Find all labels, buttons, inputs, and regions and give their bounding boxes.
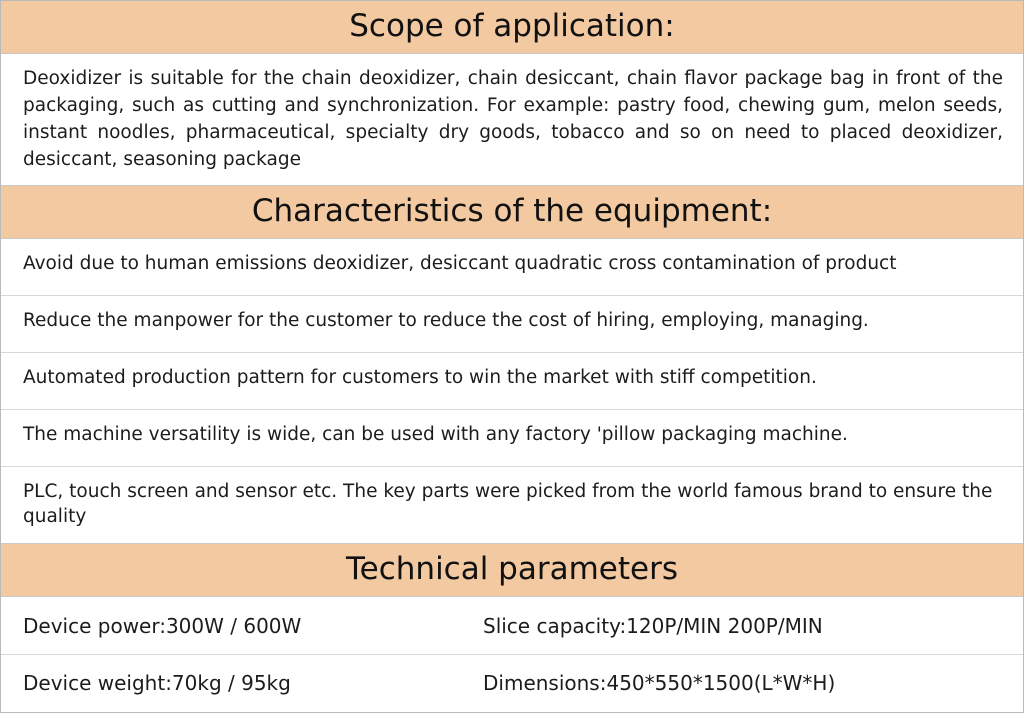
table-cell-device-weight: Device weight:70kg / 95kg bbox=[23, 671, 291, 696]
characteristics-section-heading: Characteristics of the equipment: bbox=[1, 186, 1023, 239]
table-cell-slice-capacity: Slice capacity:120P/MIN 200P/MIN bbox=[461, 597, 1023, 654]
list-item: Reduce the manpower for the customer to reduce the cost of hiring, employing, managing. bbox=[1, 296, 1023, 353]
list-item: Avoid due to human emissions deoxidizer, desiccant quadratic cross contamination of product bbox=[1, 239, 1023, 296]
table-cell-device-power: Device power:300W / 600W bbox=[1, 597, 461, 654]
technical-parameters-heading: Technical parameters bbox=[1, 544, 1023, 597]
list-item: Automated production pattern for customers to win the market with stiff competition. bbox=[1, 353, 1023, 410]
scope-paragraph: Deoxidizer is suitable for the chain deoxidizer, chain desiccant, chain flavor package bag in front of the packaging, such as cutting and synchronization. For example: pastry food, chewing gum, melon seeds, instant noodles, pharmaceutical, specialty dry goods, tobacco and so on need to placed deoxidizer, desiccant, seasoning package bbox=[1, 54, 1023, 186]
list-item: PLC, touch screen and sensor etc. The key parts were picked from the world famous brand to ensure the quality bbox=[1, 467, 1023, 544]
table-cell-dimensions: Dimensions:450*550*1500(L*W*H) bbox=[483, 671, 836, 696]
list-item: The machine versatility is wide, can be used with any factory 'pillow packaging machine. bbox=[1, 410, 1023, 467]
characteristics-list bbox=[1, 239, 1023, 544]
scope-section-heading: Scope of application: bbox=[1, 1, 1023, 54]
technical-parameters-table bbox=[1, 597, 1023, 712]
